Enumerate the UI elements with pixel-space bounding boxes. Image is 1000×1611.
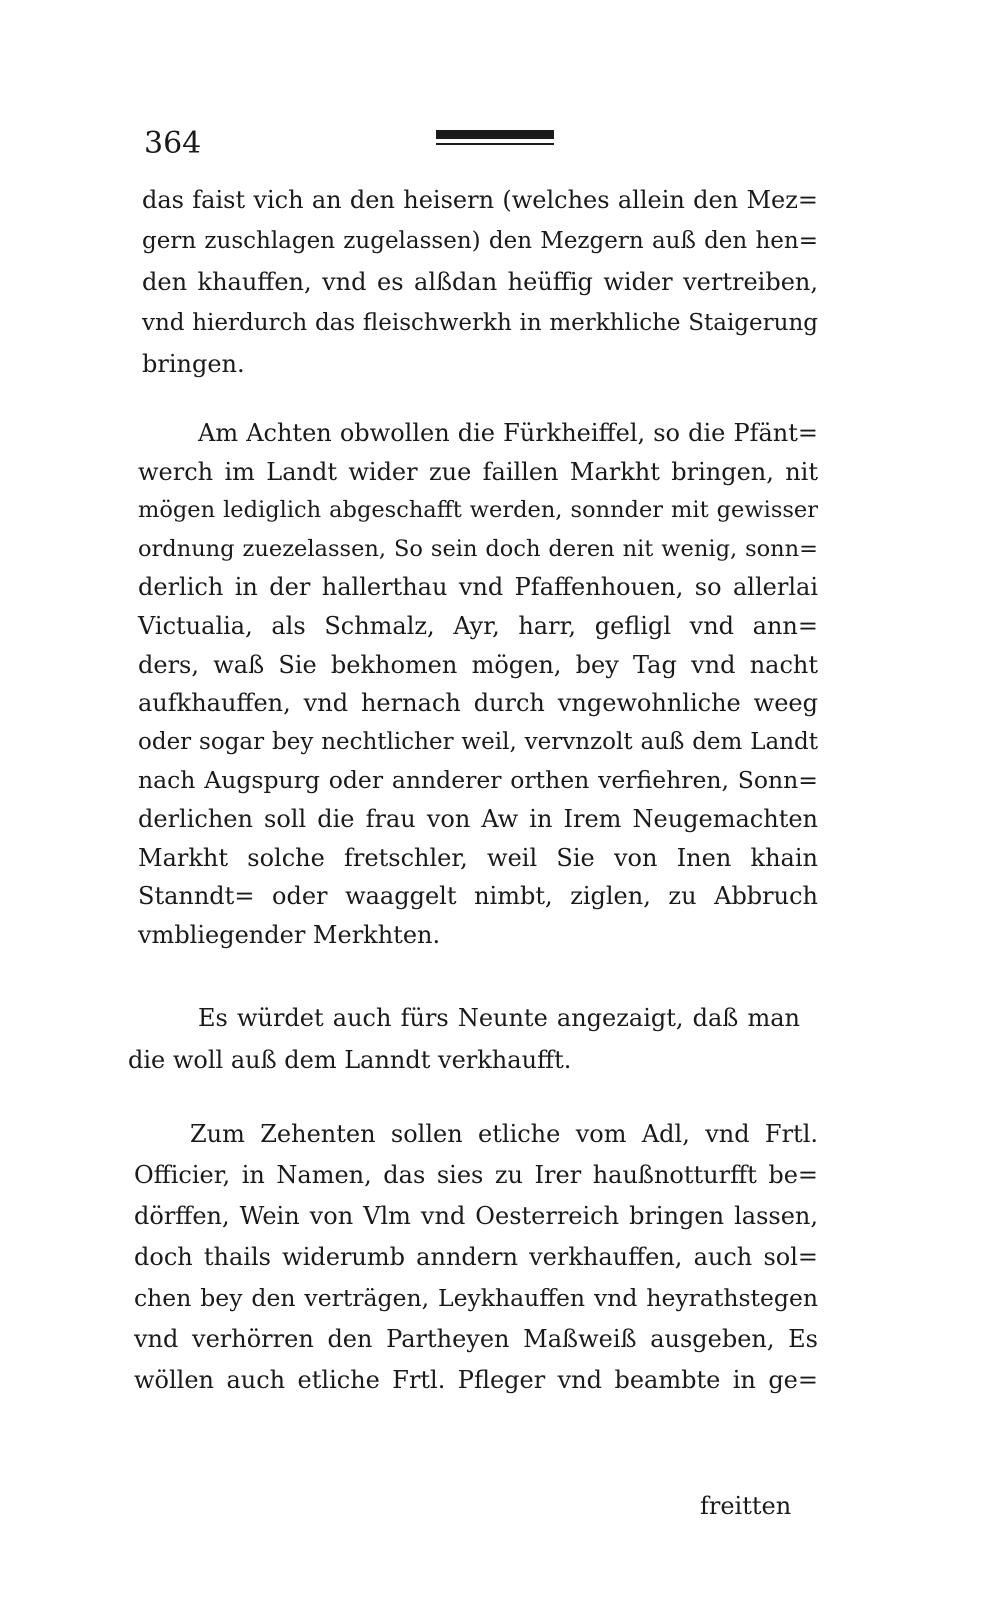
text-line: das faist vich an den heisern (welches allein den Mez= <box>142 186 818 214</box>
text-line: chen bey den verträgen, Leykhauffen vnd heyrathstegen <box>134 1284 818 1312</box>
text-line: doch thails widerumb anndern verkhauffen, auch sol= <box>134 1243 818 1271</box>
page-number: 364 <box>144 126 202 161</box>
text-line: Markht solche fretschler, weil Sie von Inen khain <box>138 844 818 872</box>
text-line: nach Augspurg oder annderer orthen verfiehren, Sonn= <box>138 766 818 794</box>
text-line: Victualia, als Schmalz, Ayr, harr, gefligl vnd ann= <box>138 612 818 640</box>
text-line: Am Achten obwollen die Fürkheiffel, so die Pfänt= <box>198 419 818 447</box>
text-line: bringen. <box>142 350 245 378</box>
page-header <box>144 126 564 166</box>
text-line: ordnung zuezelassen, So sein doch deren nit wenig, sonn= <box>138 536 818 562</box>
text-line: vnd hierdurch das fleischwerkh in merkhliche Staigerung <box>142 310 818 336</box>
text-line: Es würdet auch fürs Neunte angezaigt, daß man <box>198 1004 800 1032</box>
text-line: dörffen, Wein von Vlm vnd Oesterreich bringen lassen, <box>134 1202 818 1230</box>
text-line: derlichen soll die frau von Aw in Irem Neugemachten <box>138 805 818 833</box>
text-line: wöllen auch etliche Frtl. Pfleger vnd beambte in ge= <box>134 1366 818 1394</box>
catchword: freitten <box>700 1492 792 1520</box>
text-line: Zum Zehenten sollen etliche vom Adl, vnd Frtl. <box>190 1120 818 1148</box>
text-line: werch im Landt wider zue faillen Markht bringen, nit <box>138 458 818 486</box>
header-rule <box>436 130 554 145</box>
text-line: aufkhauffen, vnd hernach durch vngewohnliche weeg <box>138 689 818 717</box>
text-line: vmbliegender Merkhten. <box>138 921 441 949</box>
text-line: den khauffen, vnd es alßdan heüffig wider vertreiben, <box>142 268 818 296</box>
text-line: die woll auß dem Lanndt verkhaufft. <box>128 1046 572 1074</box>
text-line: derlich in der hallerthau vnd Pfaffenhouen, so allerlai <box>138 573 818 601</box>
text-line: mögen lediglich abgeschafft werden, sonnder mit gewisser <box>138 497 818 523</box>
text-line: Stanndt= oder waaggelt nimbt, ziglen, zu Abbruch <box>138 882 818 910</box>
text-line: ders, waß Sie bekhomen mögen, bey Tag vnd nacht <box>138 651 818 679</box>
text-line: oder sogar bey nechtlicher weil, vervnzolt auß dem Landt <box>138 729 818 755</box>
text-line: gern zuschlagen zugelassen) den Mezgern auß den hen= <box>142 228 818 254</box>
text-line: vnd verhörren den Partheyen Maßweiß ausgeben, Es <box>134 1325 818 1353</box>
text-line: Officier, in Namen, das sies zu Irer haußnotturfft be= <box>134 1161 818 1189</box>
